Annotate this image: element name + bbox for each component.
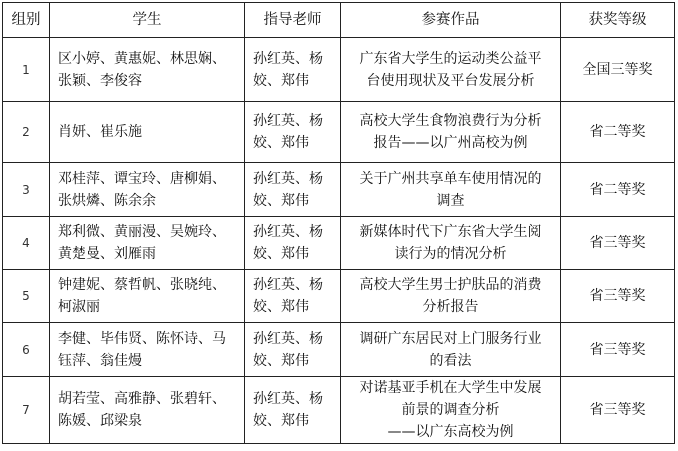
group-cell: 2	[3, 102, 50, 163]
teachers-cell	[245, 270, 341, 323]
teachers-line: 姣、郑伟	[253, 135, 309, 151]
work-line: 前景的调查分析	[401, 402, 500, 418]
teachers-line: 孙红英、杨	[253, 113, 323, 129]
header-group: 组别	[3, 3, 50, 38]
teachers-cell	[245, 377, 341, 444]
table-row	[3, 217, 675, 270]
award-cell: 省三等奖	[561, 270, 675, 323]
teachers-line: 孙红英、杨	[253, 330, 323, 347]
teachers-line: 姣、郑伟	[253, 413, 309, 429]
group-cell: 5	[3, 270, 50, 323]
work-line: ——以广东高校为例	[387, 424, 514, 440]
students-line: 黄楚曼、刘雁雨	[58, 246, 156, 262]
work-cell	[341, 102, 561, 163]
award-cell: 省二等奖	[561, 163, 675, 217]
students-cell	[50, 377, 245, 444]
students-line: 肖妍、崔乐施	[58, 124, 142, 140]
students-line: 钰萍、翁佳熳	[58, 352, 142, 369]
work-line: 高校大学生男士护肤品的消费	[359, 277, 542, 293]
work-cell	[341, 163, 561, 217]
students-line: 胡若莹、高雅静、张碧轩、	[58, 391, 226, 407]
work-cell	[341, 217, 561, 270]
students-line: 钟建妮、蔡哲帆、张晓纯、	[58, 277, 226, 293]
work-line: 调研广东居民对上门服务行业	[359, 330, 542, 347]
teachers-line: 姣、郑伟	[253, 352, 309, 369]
students-cell	[50, 217, 245, 270]
students-line: 张烘燐、陈余余	[58, 192, 156, 209]
teachers-line: 姣、郑伟	[253, 246, 309, 262]
group-cell: 3	[3, 163, 50, 217]
table-row	[3, 323, 675, 377]
teachers-line: 姣、郑伟	[253, 192, 309, 209]
students-line: 邓桂萍、谭宝玲、唐柳娟、	[58, 170, 226, 187]
students-cell	[50, 323, 245, 377]
work-line: 读行为的情况分析	[394, 246, 507, 262]
header-row	[3, 3, 675, 38]
teachers-line: 孙红英、杨	[253, 224, 323, 240]
work-cell	[341, 323, 561, 377]
header-students: 学生	[50, 3, 245, 38]
students-cell	[50, 38, 245, 102]
work-line: 高校大学生食物浪费行为分析	[359, 113, 542, 129]
work-cell	[341, 270, 561, 323]
award-cell: 省三等奖	[561, 217, 675, 270]
teachers-cell	[245, 163, 341, 217]
header-teachers: 指导老师	[245, 3, 341, 38]
work-line: 的看法	[429, 352, 472, 369]
students-line: 李健、毕伟贤、陈怀诗、马	[58, 330, 226, 347]
award-cell: 省二等奖	[561, 102, 675, 163]
group-cell: 6	[3, 323, 50, 377]
work-line: 关于广州共享单车使用情况的	[359, 170, 542, 187]
table-row	[3, 377, 675, 444]
teachers-line: 姣、郑伟	[253, 299, 309, 315]
table-body	[3, 38, 675, 444]
work-cell	[341, 377, 561, 444]
work-cell	[341, 38, 561, 102]
table-row	[3, 163, 675, 217]
work-line: 调查	[436, 192, 465, 209]
award-cell: 全国三等奖	[561, 38, 675, 102]
table-row	[3, 270, 675, 323]
table-row	[3, 102, 675, 163]
group-cell: 1	[3, 38, 50, 102]
teachers-cell	[245, 217, 341, 270]
teachers-cell	[245, 38, 341, 102]
header-work: 参赛作品	[341, 3, 561, 38]
work-line: 对诺基亚手机在大学生中发展	[359, 380, 542, 396]
work-line: 新媒体时代下广东省大学生阅	[359, 224, 542, 240]
table-row	[3, 38, 675, 102]
students-line: 张颖、李俊容	[58, 72, 142, 89]
teachers-line: 孙红英、杨	[253, 50, 323, 67]
students-cell	[50, 270, 245, 323]
students-line: 柯淑丽	[58, 299, 100, 315]
work-line: 分析报告	[422, 299, 479, 315]
group-cell: 7	[3, 377, 50, 444]
students-cell	[50, 102, 245, 163]
teachers-line: 孙红英、杨	[253, 170, 323, 187]
students-cell	[50, 163, 245, 217]
students-line: 陈媛、邱梁泉	[58, 413, 142, 429]
teachers-cell	[245, 323, 341, 377]
teachers-line: 孙红英、杨	[253, 391, 323, 407]
students-line: 区小婷、黄惠妮、林思娴、	[58, 50, 226, 67]
work-line: 台使用现状及平台发展分析	[366, 72, 535, 89]
work-line: 报告——以广州高校为例	[373, 135, 528, 151]
award-cell: 省三等奖	[561, 377, 675, 444]
teachers-line: 姣、郑伟	[253, 72, 309, 89]
awards-table	[2, 2, 675, 444]
header-award: 获奖等级	[561, 3, 675, 38]
group-cell: 4	[3, 217, 50, 270]
students-line: 郑利微、黄丽漫、吴婉玲、	[58, 224, 226, 240]
teachers-line: 孙红英、杨	[253, 277, 323, 293]
work-line: 广东省大学生的运动类公益平	[359, 50, 542, 67]
teachers-cell	[245, 102, 341, 163]
award-cell: 省三等奖	[561, 323, 675, 377]
